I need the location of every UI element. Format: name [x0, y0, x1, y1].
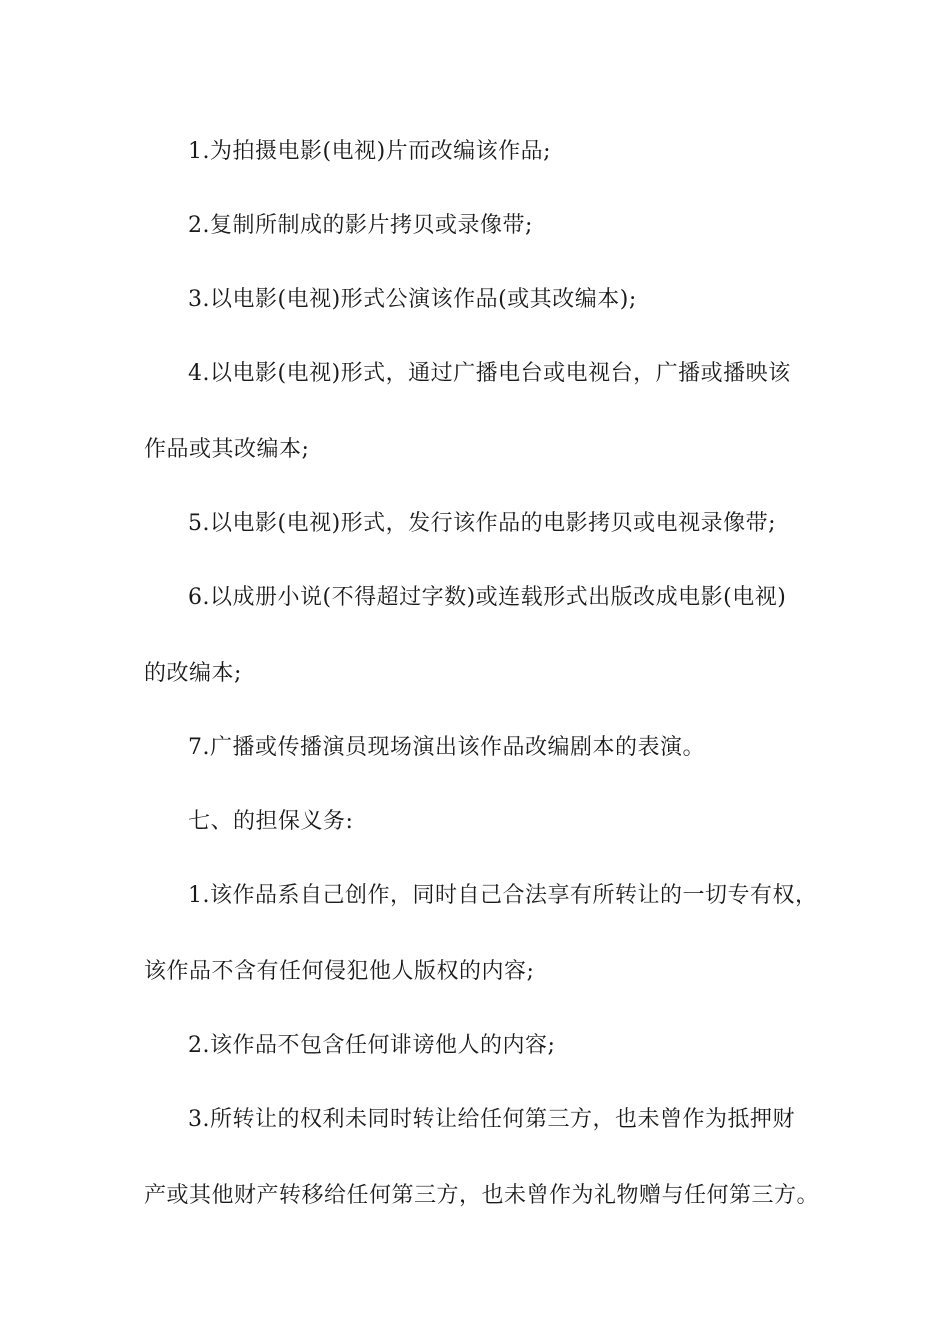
item-6-publication-line-1: 6.以成册小说(不得超过字数)或连载形式出版改成电影(电视)	[188, 585, 787, 610]
item-1-film-adaptation: 1.为拍摄电影(电视)片而改编该作品;	[188, 139, 552, 164]
guarantee-1-line-1: 1.该作品系自己创作，同时自己合法享有所转让的一切专有权，	[188, 883, 818, 908]
item-6-publication-line-2: 的改编本;	[144, 661, 242, 686]
guarantee-3-line-1: 3.所转让的权利未同时转让给任何第三方，也未曾作为抵押财	[188, 1107, 795, 1132]
item-7-live-performance: 7.广播或传播演员现场演出该作品改编剧本的表演。	[188, 735, 705, 760]
section-heading-guarantee: 七、的担保义务:	[188, 809, 354, 834]
item-4-broadcast-line-1: 4.以电影(电视)形式，通过广播电台或电视台，广播或播映该	[188, 361, 791, 386]
item-2-copy-prints: 2.复制所制成的影片拷贝或录像带;	[188, 213, 533, 238]
item-5-distribution: 5.以电影(电视)形式，发行该作品的电影拷贝或电视录像带;	[188, 511, 777, 536]
guarantee-2: 2.该作品不包含任何诽谤他人的内容;	[188, 1033, 556, 1058]
guarantee-1-line-2: 该作品不含有任何侵犯他人版权的内容;	[144, 959, 535, 984]
item-3-public-performance: 3.以电影(电视)形式公演该作品(或其改编本);	[188, 287, 637, 312]
guarantee-3-line-2: 产或其他财产转移给任何第三方，也未曾作为礼物赠与任何第三方。	[144, 1183, 820, 1208]
item-4-broadcast-line-2: 作品或其改编本;	[144, 437, 310, 462]
